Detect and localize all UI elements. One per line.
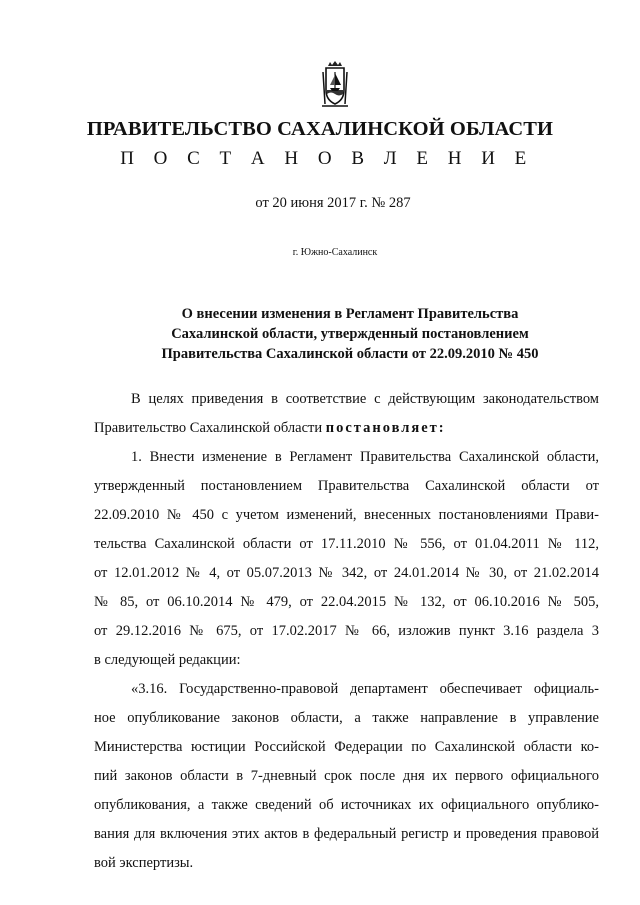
preamble-text: Правительство Сахалинской области: [94, 420, 326, 436]
item1-line: утвержденный постановлением Правительства Сахалинской области от: [94, 478, 599, 494]
document-city: г. Южно-Сахалинск: [292, 247, 378, 258]
document-body: [94, 385, 599, 878]
organization-title: ПРАВИТЕЛЬСТВО САХАЛИНСКОЙ ОБЛАСТИ: [86, 118, 554, 140]
quote-line: «3.16. Государственно-правовой департамент обеспечивает официаль-: [131, 681, 599, 697]
quote-line: вания для включения этих актов в федеральный регистр и проведения правовой: [94, 826, 599, 842]
coat-of-arms-icon: [319, 60, 351, 108]
item1-line: тельства Сахалинской области от 17.11.2010 № 556, от 01.04.2011 № 112,: [94, 536, 599, 552]
quote-line: опубликования, а также сведений об источниках их официального опублико-: [94, 797, 599, 813]
subject-line: Правительства Сахалинской области от 22.09.2010 № 450: [161, 346, 539, 362]
document-type: П О С Т А Н О В Л Е Н И Е: [120, 148, 534, 169]
preamble-line: [94, 414, 599, 443]
item1-line: от 12.01.2012 № 4, от 05.07.2013 № 342, от 24.01.2014 № 30, от 21.02.2014: [94, 565, 599, 581]
item1-line: в следующей редакции:: [94, 652, 241, 668]
item1-line: № 85, от 06.10.2014 № 479, от 22.04.2015 № 132, от 06.10.2016 № 505,: [94, 594, 599, 610]
preamble-line: В целях приведения в соответствие с действующим законодательством: [131, 391, 599, 407]
document-subject: [100, 304, 600, 364]
document-date-number: от 20 июня 2017 г. № 287: [255, 195, 411, 211]
quote-line: вой экспертизы.: [94, 855, 194, 871]
subject-line: Сахалинской области, утвержденный постановлением: [171, 326, 529, 342]
decree-keyword: постановляет:: [325, 420, 446, 436]
quote-line: ное опубликование законов области, а также направление в управление: [94, 710, 599, 726]
item1-line: 1. Внести изменение в Регламент Правительства Сахалинской области,: [131, 449, 599, 465]
subject-line: О внесении изменения в Регламент Правительства: [181, 306, 519, 322]
quote-line: Министерства юстиции Российской Федерации по Сахалинской области ко-: [94, 739, 599, 755]
item1-line: 22.09.2010 № 450 с учетом изменений, внесенных постановлениями Прави-: [94, 507, 599, 523]
item1-line: от 29.12.2016 № 675, от 17.02.2017 № 66, изложив пункт 3.16 раздела 3: [94, 623, 599, 639]
quote-line: пий законов области в 7-дневный срок после дня их первого официального: [94, 768, 599, 784]
